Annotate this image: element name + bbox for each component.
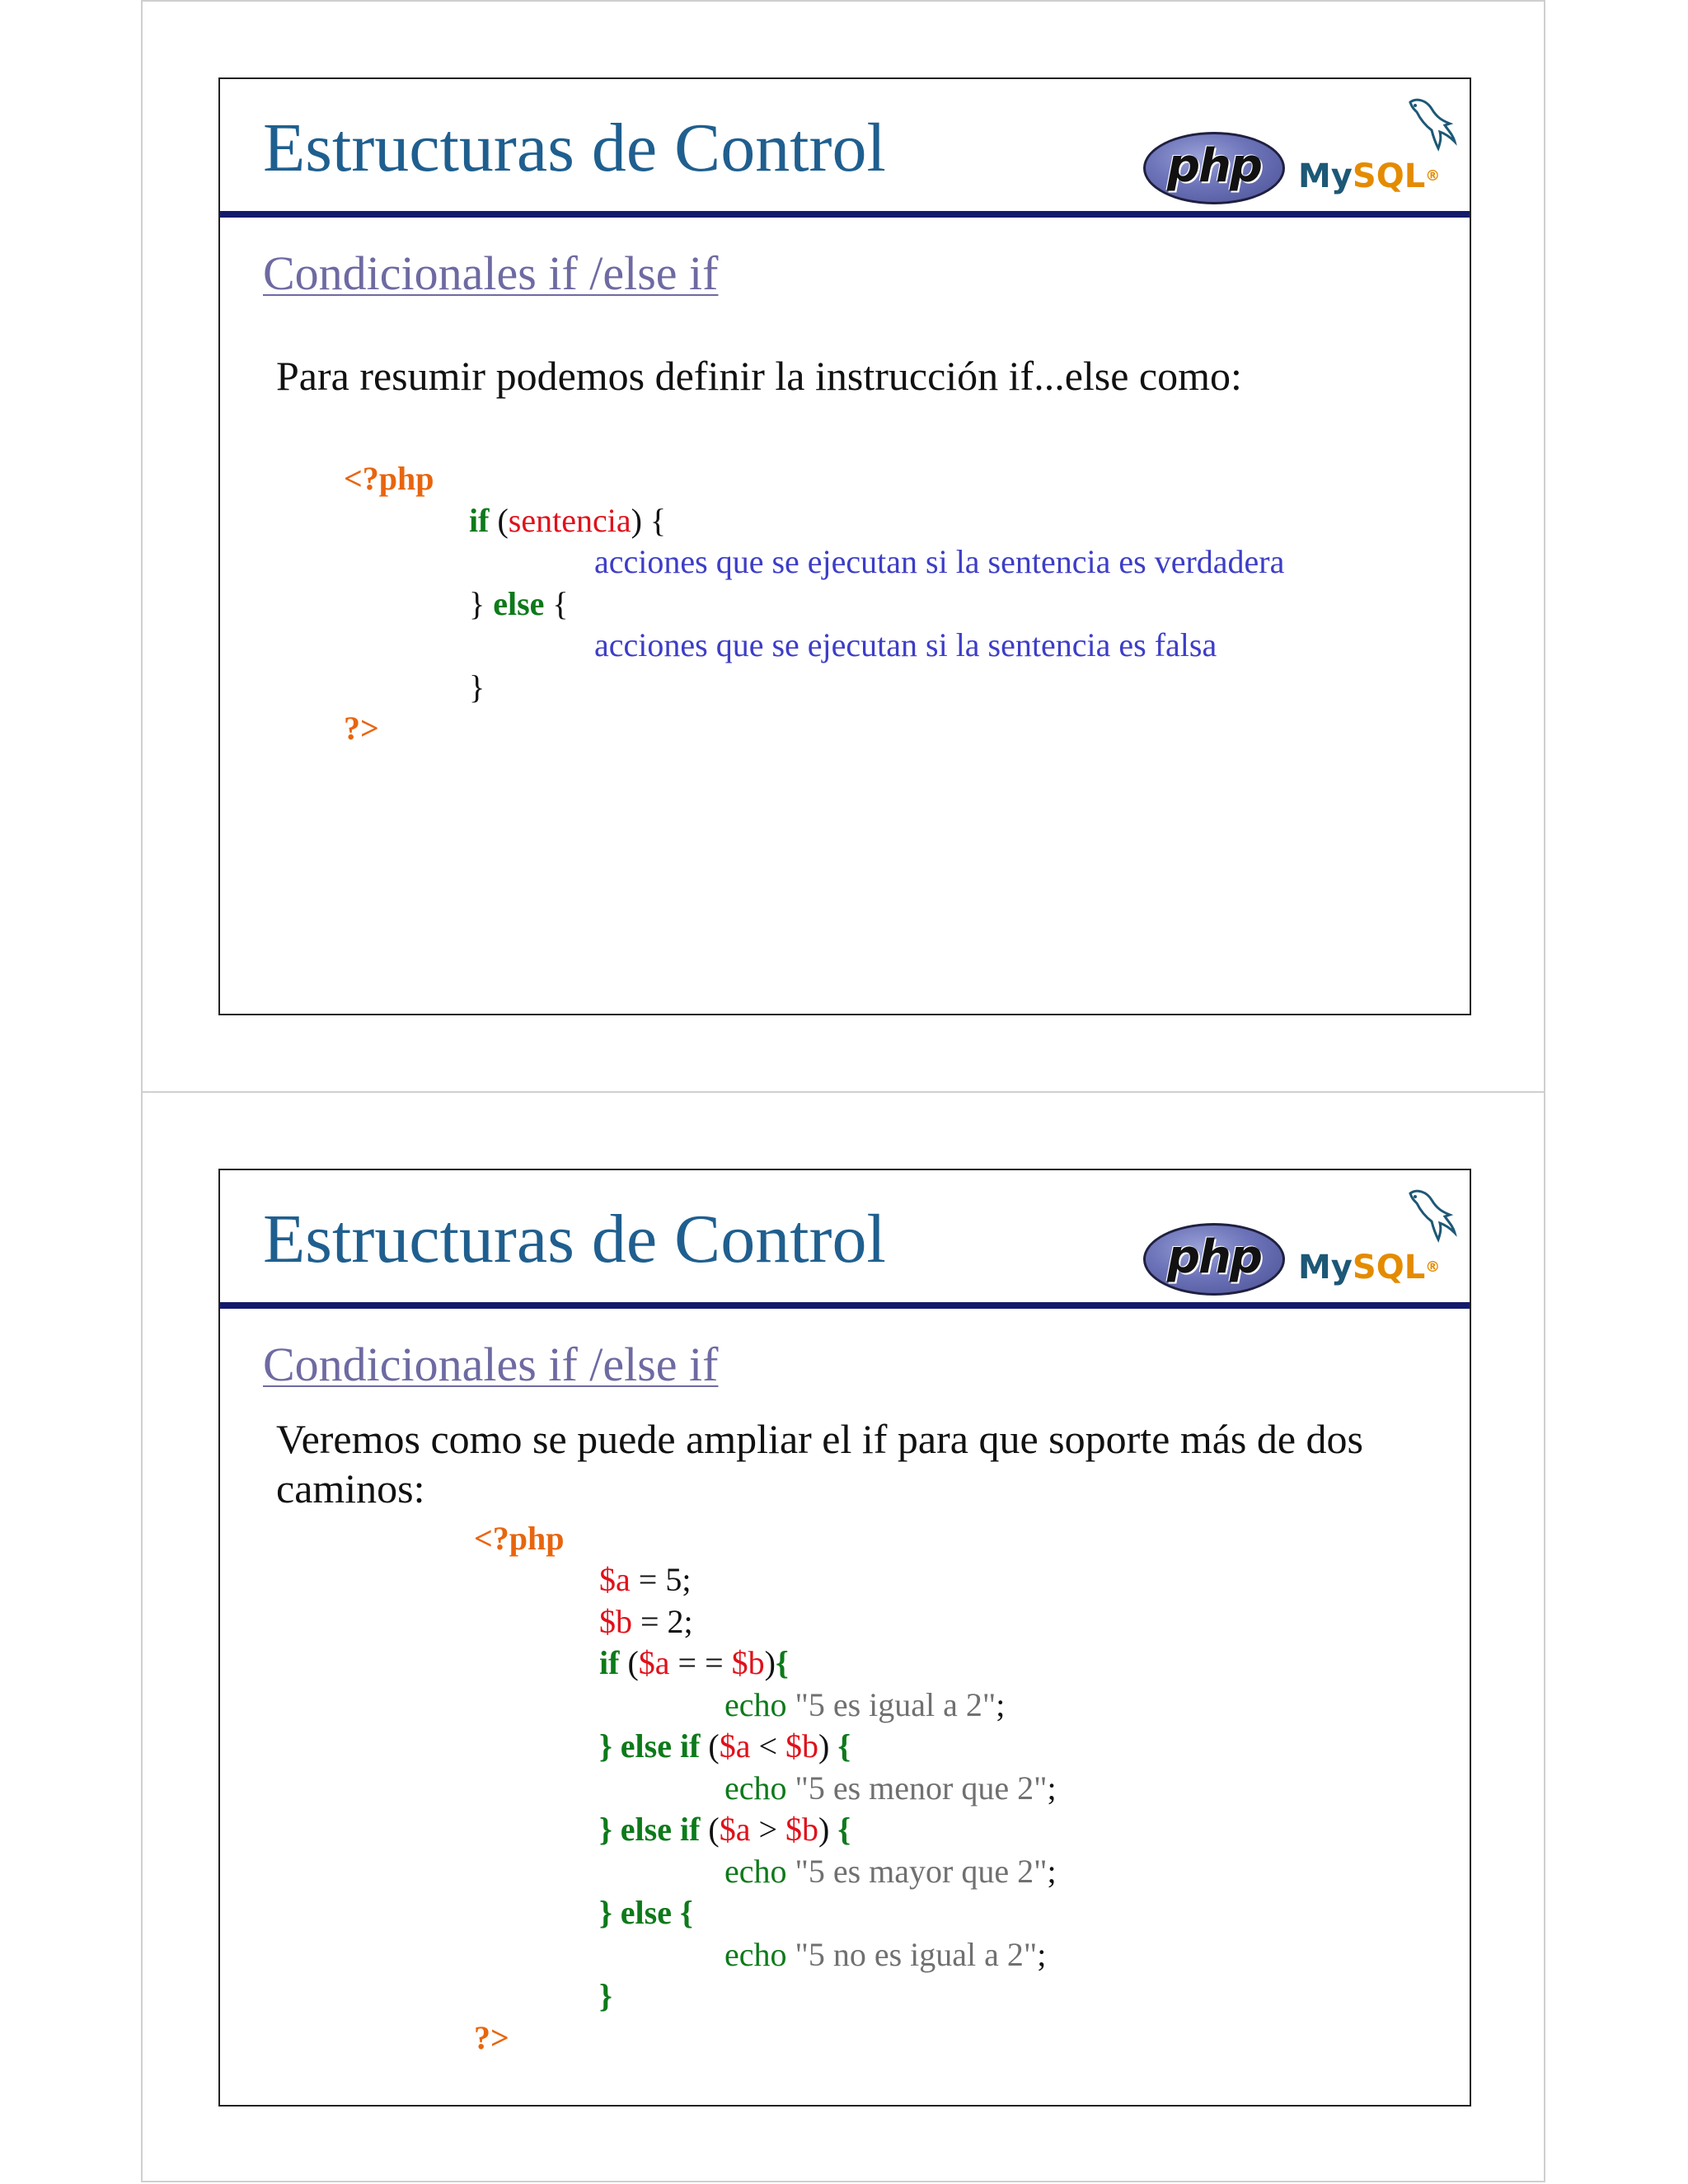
slide-1 [218,77,1471,1015]
code-line-true-action: acciones que se ejecutan si la sentencia es verdadera [594,543,1285,580]
slide-title: Estructuras de Control [263,1201,886,1277]
code-line-echo-2: echo "5 es menor que 2"; [724,1769,1057,1807]
code-line-else-if-1: } else if ($a < $b) { [599,1727,851,1765]
title-rule [220,1302,1470,1309]
title-rule [220,211,1470,218]
slide-subtitle: Condicionales if /else if [263,1338,719,1391]
code-line-if: if ($a = = $b){ [599,1644,789,1681]
dolphin-icon [1395,96,1461,162]
code-line-else: } else { [599,1894,693,1931]
page-divider [141,1091,1545,1093]
php-logo-icon: php [1143,132,1285,204]
code-open-tag: <?php [474,1520,565,1557]
code-line-b: $b = 2; [599,1603,693,1640]
slide-2 [218,1169,1471,2107]
code-line-false-action: acciones que se ejecutan si la sentencia es falsa [594,626,1217,663]
intro-text-line-2: caminos: [276,1465,425,1511]
php-mysql-logo [1140,1187,1461,1286]
mysql-logo-text: MySQL® [1298,157,1441,195]
code-line-else-if-2: } else if ($a > $b) { [599,1811,851,1848]
slide-title: Estructuras de Control [263,110,886,186]
code-open-tag: <?php [344,460,434,497]
code-line-a: $a = 5; [599,1561,692,1598]
intro-text: Para resumir podemos definir la instrucción if...else como: [276,353,1242,399]
code-line-else: } else { [469,585,569,622]
code-line-if: if (sentencia) { [469,502,667,539]
code-close-tag: ?> [344,710,379,747]
mysql-logo-text: MySQL® [1298,1249,1441,1286]
intro-text-line-1: Veremos como se puede ampliar el if para que soporte más de dos [276,1416,1364,1462]
php-logo-icon: php [1143,1223,1285,1296]
code-line-echo-4: echo "5 no es igual a 2"; [724,1936,1047,1973]
code-line-echo-3: echo "5 es mayor que 2"; [724,1853,1057,1890]
code-close-tag: ?> [474,2019,509,2056]
code-close-brace: } [599,1977,612,2014]
code-close-brace: } [469,668,485,705]
dolphin-icon [1395,1187,1461,1253]
php-mysql-logo [1140,96,1461,194]
slide-subtitle: Condicionales if /else if [263,246,719,300]
code-line-echo-1: echo "5 es igual a 2"; [724,1686,1006,1723]
